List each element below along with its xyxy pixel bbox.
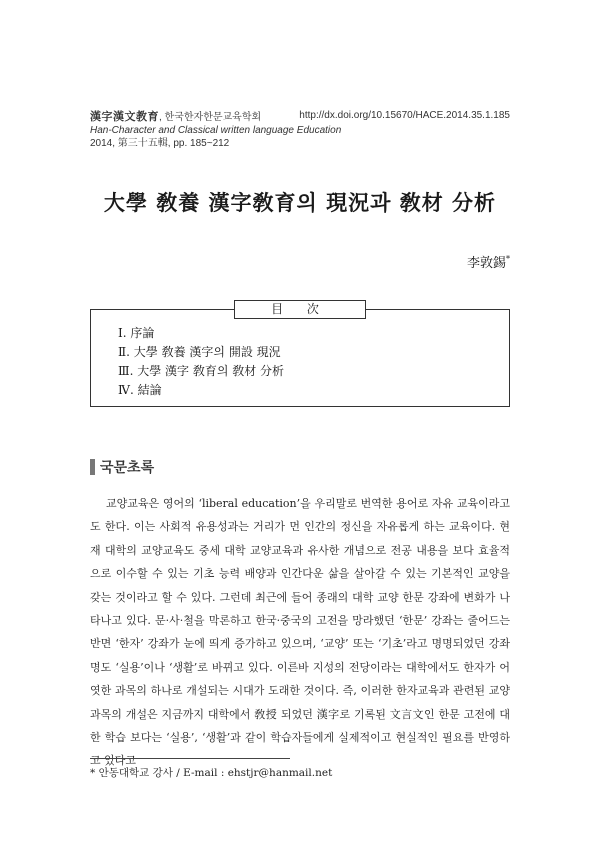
author bbox=[467, 252, 510, 271]
author-footnote: * 안동대학교 강사 / E-mail : ehstjr@hanmail.net bbox=[90, 767, 333, 779]
journal-korean-name: , 한국한자한문교육학회 bbox=[159, 112, 262, 123]
footnote-divider bbox=[90, 758, 290, 759]
abstract-heading bbox=[90, 457, 154, 477]
toc-item-3: Ⅲ. 大學 漢字 敎育의 敎材 分析 bbox=[118, 364, 285, 378]
toc-list bbox=[118, 324, 284, 400]
abstract-body: 교양교육은 영어의 ‘liberal education’을 우리말로 번역한 용어로 자유 교육이라고도 한다. 이는 사회적 유용성과는 거리가 먼 인간의 정신을 자유롭게 하는 교육이다. 현재 대학의 교양교육도 중세 대학 교양교육과 유사한 개념으로 전공 내용을 보다 효율적으로 이수할 수 있는 기초 능력 배양과 인간다운 삶을 살아갈 수 있는 기본적인 교양을 갖는 것이라고 할 수 있다. 그런데 최근에 들어 종래의 대학 교양 한문 강좌에 변화가 나타나고 있다. 문·사·철을 막론하고 한국·중국의 고전을 망라했던 ‘한문’ 강좌는 줄어드는 반면 ‘한자’ 강좌가 눈에 띄게 증가하고 있으며, ‘교양’ 또는 ‘기초’라고 명명되었던 강좌명도 ‘실용’이나 ‘생활’로 바뀌고 있다. 이른바 지성의 전당이라는 대학에서도 한자가 어엿한 과목의 하나로 개설되는 시대가 도래한 것이다. 즉, 이러한 한자교육과 관련된 교양 과목의 개설은 지금까지 대학에서 敎授 되었던 漢字로 기록된 文言文인 한문 고전에 대한 학습 보다는 ‘실용’, ‘생활’과 같이 학습자들에게 실제적이고 현실적인 필요를 반영하고 있다고 bbox=[90, 497, 510, 768]
journal-english-name: Han-Character and Classical written language Education bbox=[90, 125, 342, 136]
heading-bar-marker bbox=[90, 459, 95, 475]
paper-title: 大學 敎養 漢字敎育의 現況과 敎材 分析 bbox=[103, 190, 497, 215]
toc-heading: 目 次 bbox=[234, 300, 366, 319]
journal-logo: 漢字漢文教育 bbox=[90, 110, 159, 123]
author-footnote-mark[interactable]: * bbox=[506, 254, 510, 264]
author-name: 李敦錫 bbox=[466, 256, 506, 271]
doi-link[interactable]: http://dx.doi.org/10.15670/HACE.2014.35.1.185 bbox=[299, 110, 510, 121]
toc-item-1: Ⅰ. 序論 bbox=[118, 326, 155, 340]
toc-item-2: Ⅱ. 大學 敎養 漢字의 開設 現況 bbox=[118, 345, 281, 359]
issue-info: 2014, 第三十五輯, pp. 185~212 bbox=[90, 138, 230, 149]
toc-item-4: Ⅳ. 結論 bbox=[118, 383, 162, 397]
abstract-heading-label: 국문초록 bbox=[100, 459, 155, 475]
